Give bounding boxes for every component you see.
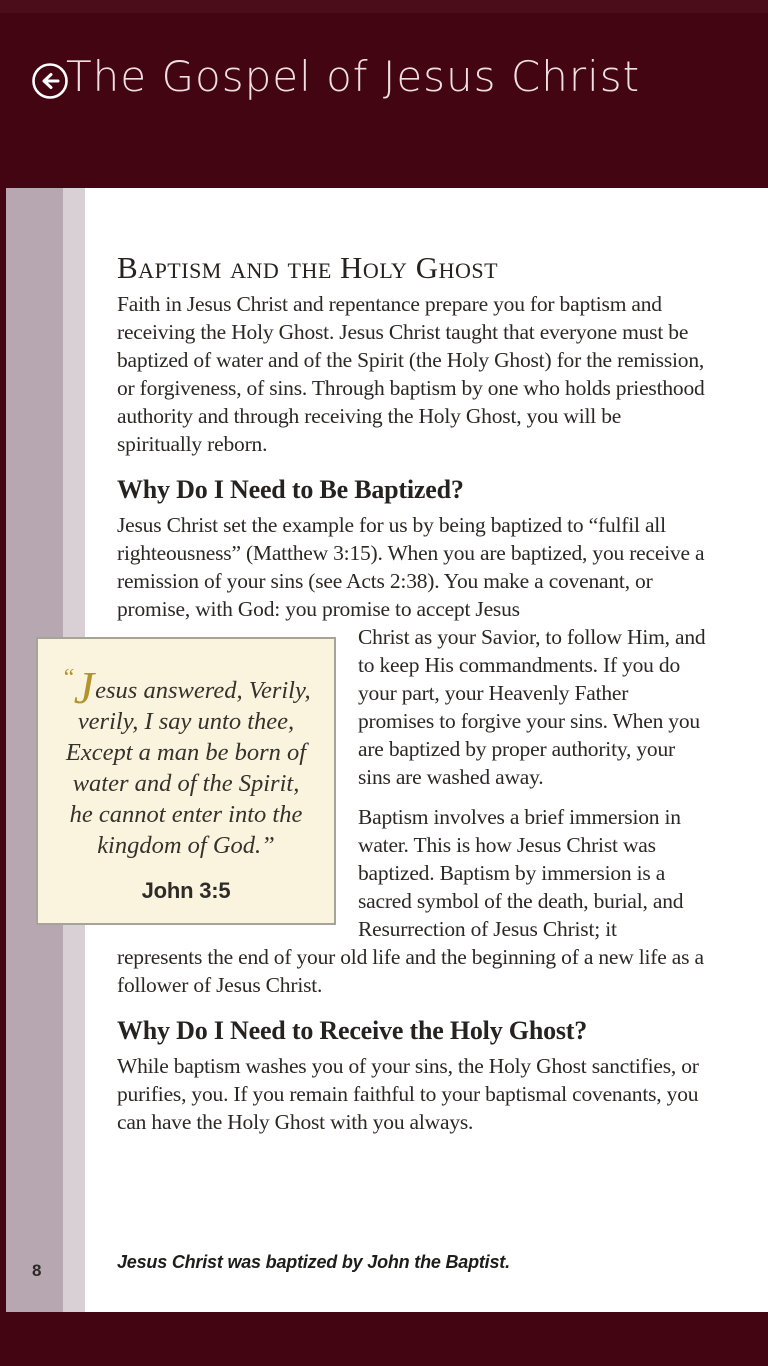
back-button[interactable] — [31, 62, 69, 100]
paragraph-immersion: Baptism involves a brief immersion in water. This is how Jesus Christ was baptized. Baptism by immersion is a sacred symbol of the death, burial, and Resurrection of Jesus Christ; it represents the end of your old life and the beginning of a new life as a follower of Jesus Christ. — [117, 805, 704, 997]
subheading-why-baptized: Why Do I Need to Be Baptized? — [117, 475, 464, 504]
intro-paragraph: Faith in Jesus Christ and repentance prepare you for baptism and receiving the Holy Ghost. Jesus Christ taught that everyone must be baptized of water and of the Spirit (the Holy Ghost) for the remission, or forgiveness, of sins. Through baptism by one who holds priesthood authority and through receiving the Holy Ghost, you will be spiritually reborn. — [117, 292, 705, 456]
quote-line: verily, I say unto thee, — [77, 708, 295, 735]
subheading-why-holy-ghost: Why Do I Need to Receive the Holy Ghost? — [117, 1016, 588, 1045]
page-number: 8 — [32, 1261, 42, 1280]
drop-cap-letter: J — [73, 662, 95, 713]
paragraph-savior: Christ as your Savior, to follow Him, and to keep His commandments. If you do your part, your Heavenly Father promises to forgive your sins. When you are baptized by proper authority, your sins are washed away. — [358, 625, 706, 789]
page-content — [61, 188, 706, 1136]
document-page — [6, 188, 768, 1312]
quote-line: water and of the Spirit, — [72, 770, 300, 797]
app-header — [0, 0, 768, 188]
image-caption: Jesus Christ was baptized by John the Baptist. — [117, 1252, 510, 1272]
paragraph-sanctify: While baptism washes you of your sins, the Holy Ghost sanctifies, or purifies, you. If you remain faithful to your baptismal covenants, you can have the Holy Ghost with you always. — [117, 1054, 699, 1134]
quote-line: he cannot enter into the — [69, 801, 303, 828]
quote-line: Except a man be born of — [65, 739, 307, 766]
paragraph-covenant: Jesus Christ set the example for us by being baptized to “fulfil all righteousness” (Matthew 3:15). When you are baptized, you receive a remission of your sins (see Acts 2:38). You make a covenant, or promise, with God: you promise to accept Jesus — [117, 513, 705, 621]
section-heading: Baptism and the Holy Ghost — [117, 250, 499, 285]
back-arrow-icon — [31, 62, 69, 100]
app-title: The Gospel of Jesus Christ — [66, 52, 641, 101]
open-quote-mark-gold: “ — [61, 665, 74, 691]
quote-line: kingdom of God.” — [97, 832, 275, 859]
quote-wrap-zone — [61, 623, 706, 999]
quote-line — [48, 662, 324, 713]
quote-line-text: esus answered, Verily, — [95, 677, 311, 704]
scripture-quote-box — [36, 637, 336, 925]
scripture-reference: John 3:5 — [141, 878, 231, 903]
footer-band — [0, 1312, 768, 1366]
